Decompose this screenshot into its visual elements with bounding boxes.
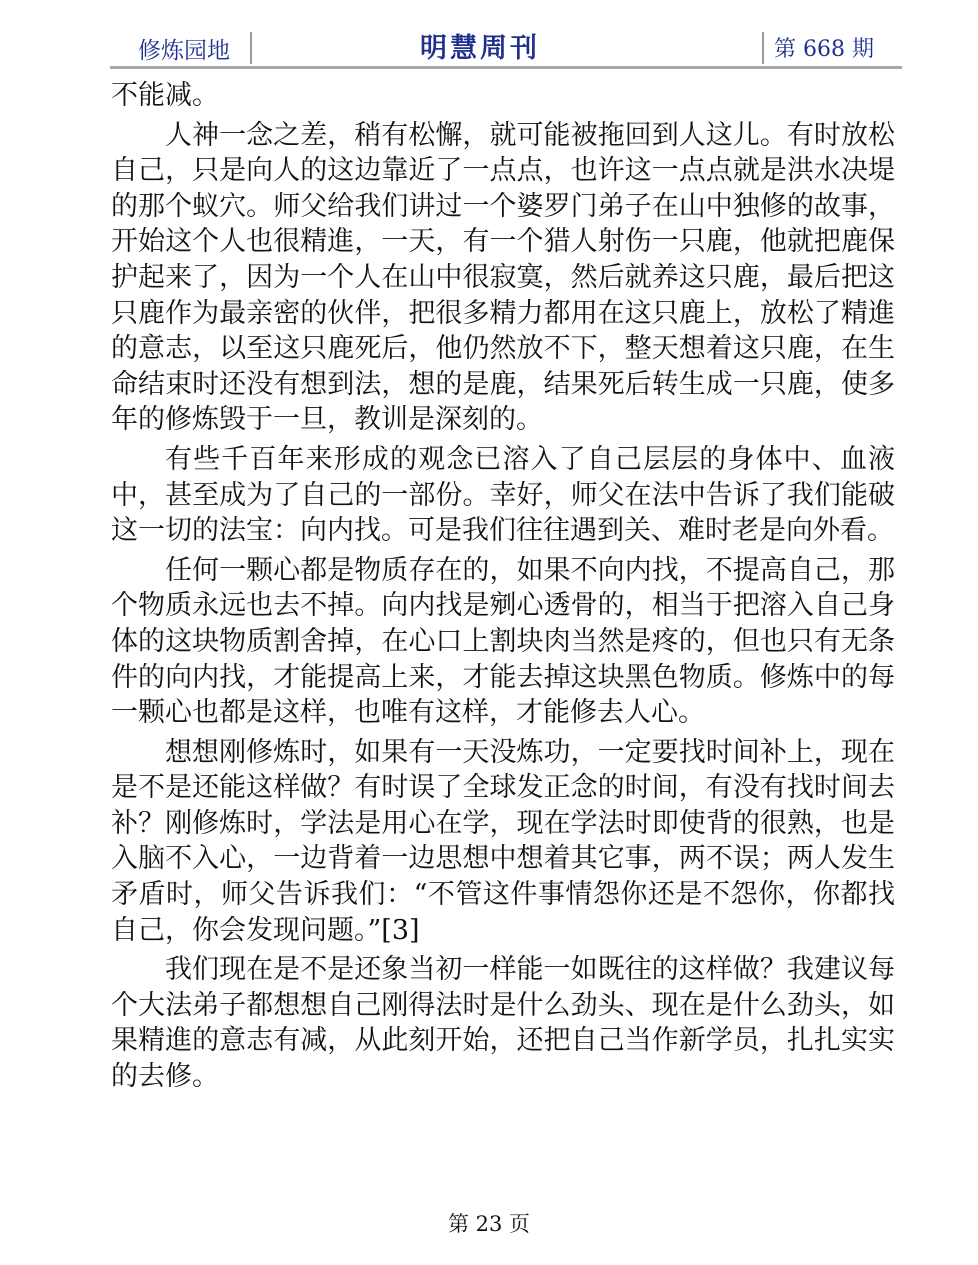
paragraph: 有些千百年来形成的观念已溶入了自己层层的身体中、血液中，甚至成为了自己的一部份。幸好，师父在法中告诉了我们能破这一切的法宝：向内找。可是我们往往遇到关、难时老是向外看。 [111, 443, 895, 547]
paragraph: 不能减。 [111, 80, 219, 111]
header-divider-left [250, 32, 252, 64]
issue-number: 第 668 期 [774, 37, 874, 62]
header-divider-right [762, 32, 764, 64]
header-rule [110, 66, 902, 69]
paragraph: 我们现在是不是还象当初一样能一如既往的这样做？我建议每个大法弟子都想想自己刚得法时是什么劲头、现在是什么劲头，如果精進的意志有减，从此刻开始，还把自己当作新学员，扎扎实实的去修。 [111, 954, 895, 1093]
article-body [111, 78, 895, 1099]
paragraph: 任何一颗心都是物质存在的，如果不向内找，不提高自己，那个物质永远也去不掉。向内找是剜心透骨的，相当于把溶入自己身体的这块物质割舍掉，在心口上割块肉当然是疼的，但也只有无条件的向内找，才能提高上来，才能去掉这块黑色物质。修炼中的每一颗心也都是这样，也唯有这样，才能修去人心。 [111, 554, 895, 729]
paragraph: 人神一念之差，稍有松懈，就可能被拖回到人这儿。有时放松自己，只是向人的这边靠近了一点点，也许这一点点就是洪水决堤的那个蚁穴。师父给我们讲过一个婆罗门弟子在山中独修的故事，开始这个人也很精進，一天，有一个猎人射伤一只鹿，他就把鹿保护起来了，因为一个人在山中很寂寞，然后就养这只鹿，最后把这只鹿作为最亲密的伙伴，把很多精力都用在这只鹿上，放松了精進的意志，以至这只鹿死后，他仍然放不下，整天想着这只鹿，在生命结束时还没有想到法，想的是鹿，结果死后转生成一只鹿，使多年的修炼毁于一旦，教训是深刻的。 [111, 119, 895, 436]
publication-title: 明慧周刊 [420, 33, 540, 64]
page-header [110, 26, 900, 68]
paragraph: 想想刚修炼时，如果有一天没炼功，一定要找时间补上，现在是不是还能这样做？有时误了全球发正念的时间，有没有找时间去补？刚修炼时，学法是用心在学，现在学法时即使背的很熟，也是入脑不入心，一边背着一边思想中想着其它事，两不误；两人发生矛盾时，师父告诉我们：“不管这件事情怨你还是不怨你，你都找自己，你会发现问题。”[3] [111, 736, 895, 946]
page-number: 第 23 页 [447, 1212, 531, 1236]
section-name: 修炼园地 [138, 38, 230, 64]
